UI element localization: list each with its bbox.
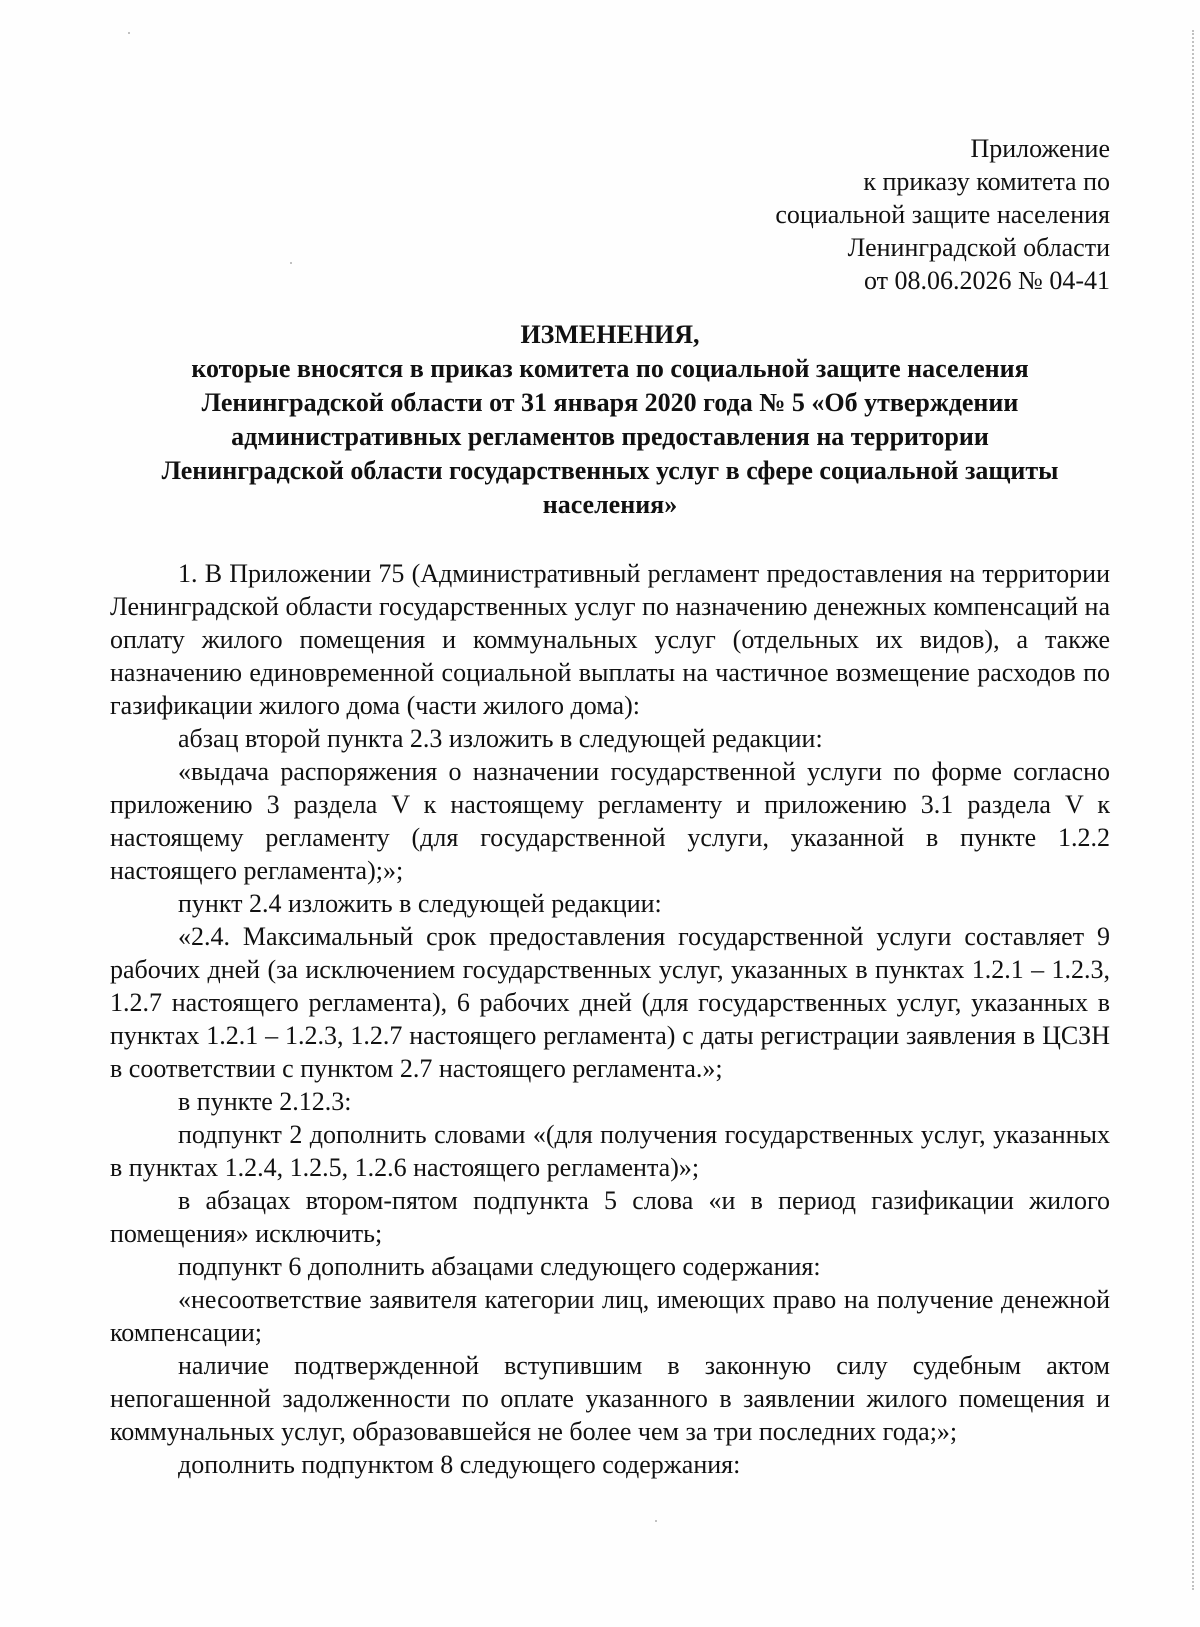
body-paragraph: наличие подтвержденной вступившим в законную силу судебным актом непогашенной задолженности по оплате указанного в заявлении жилого помещения и коммунальных услуг, образовавшейся не более чем за три последних года;»;	[110, 1351, 1110, 1446]
body-paragraph: в абзацах втором-пятом подпункта 5 слова «и в период газификации жилого помещения» исключить;	[110, 1186, 1110, 1248]
document-body	[110, 557, 1110, 1481]
heading-line: которые вносятся в приказ комитета по социальной защите населения	[191, 354, 1029, 383]
heading-line: административных регламентов предоставления на территории	[231, 422, 989, 451]
appendix-line: Приложение	[970, 134, 1110, 163]
appendix-line: социальной защите населения	[775, 200, 1110, 229]
body-paragraph: подпункт 6 дополнить абзацами следующего содержания:	[178, 1252, 821, 1281]
appendix-block	[650, 132, 1110, 297]
scan-speck	[655, 1520, 657, 1522]
appendix-line: к приказу комитета по	[863, 167, 1110, 196]
body-paragraph: «несоответствие заявителя категории лиц, имеющих право на получение денежной компенсации;	[110, 1285, 1110, 1347]
heading-title: ИЗМЕНЕНИЯ,	[520, 320, 700, 349]
body-paragraph: «2.4. Максимальный срок предоставления государственной услуги составляет 9 рабочих дней (за исключением государственных услуг, указанных в пунктах 1.2.1 – 1.2.3, 1.2.7 настоящего регламента), 6 рабочих дней (для государственных услуг, указанных в пунктах 1.2.1 – 1.2.3, 1.2.7 настоящего регламента) с даты регистрации заявления в ЦСЗН в соответствии с пунктом 2.7 настоящего регламента.»;	[110, 922, 1110, 1083]
body-paragraph: в пункте 2.12.3:	[178, 1087, 352, 1116]
body-paragraph: «выдача распоряжения о назначении государственной услуги по форме согласно приложению 3 раздела V к настоящему регламенту и приложению 3.1 раздела V к настоящему регламенту (для государственной услуги, указанной в пункте 1.2.2 настоящего регламента);»;	[110, 757, 1110, 885]
body-paragraph: 1. В Приложении 75 (Административный регламент предоставления на территории Ленинградской области государственных услуг по назначению денежных компенсаций на оплату жилого помещения и коммунальных услуг (отдельных их видов), а также назначению единовременной социальной выплаты на частичное возмещение расходов по газификации жилого дома (части жилого дома):	[110, 559, 1110, 720]
body-paragraph: абзац второй пункта 2.3 изложить в следующей редакции:	[178, 724, 823, 753]
appendix-order-date: от 08.06.2026 № 04-41	[864, 266, 1110, 295]
body-paragraph: дополнить подпунктом 8 следующего содержания:	[178, 1450, 741, 1479]
heading-line: населения»	[542, 490, 678, 519]
scan-edge-artifact	[1191, 30, 1194, 1590]
scan-speck	[128, 32, 130, 34]
scan-speck	[290, 262, 292, 264]
heading-line: Ленинградской области государственных услуг в сфере социальной защиты	[161, 456, 1059, 485]
appendix-line: Ленинградской области	[847, 233, 1110, 262]
body-paragraph: пункт 2.4 изложить в следующей редакции:	[178, 889, 662, 918]
body-paragraph: подпункт 2 дополнить словами «(для получения государственных услуг, указанных в пунктах 1.2.4, 1.2.5, 1.2.6 настоящего регламента)»;	[110, 1120, 1110, 1182]
document-heading	[110, 318, 1110, 522]
heading-line: Ленинградской области от 31 января 2020 года № 5 «Об утверждении	[201, 388, 1019, 417]
